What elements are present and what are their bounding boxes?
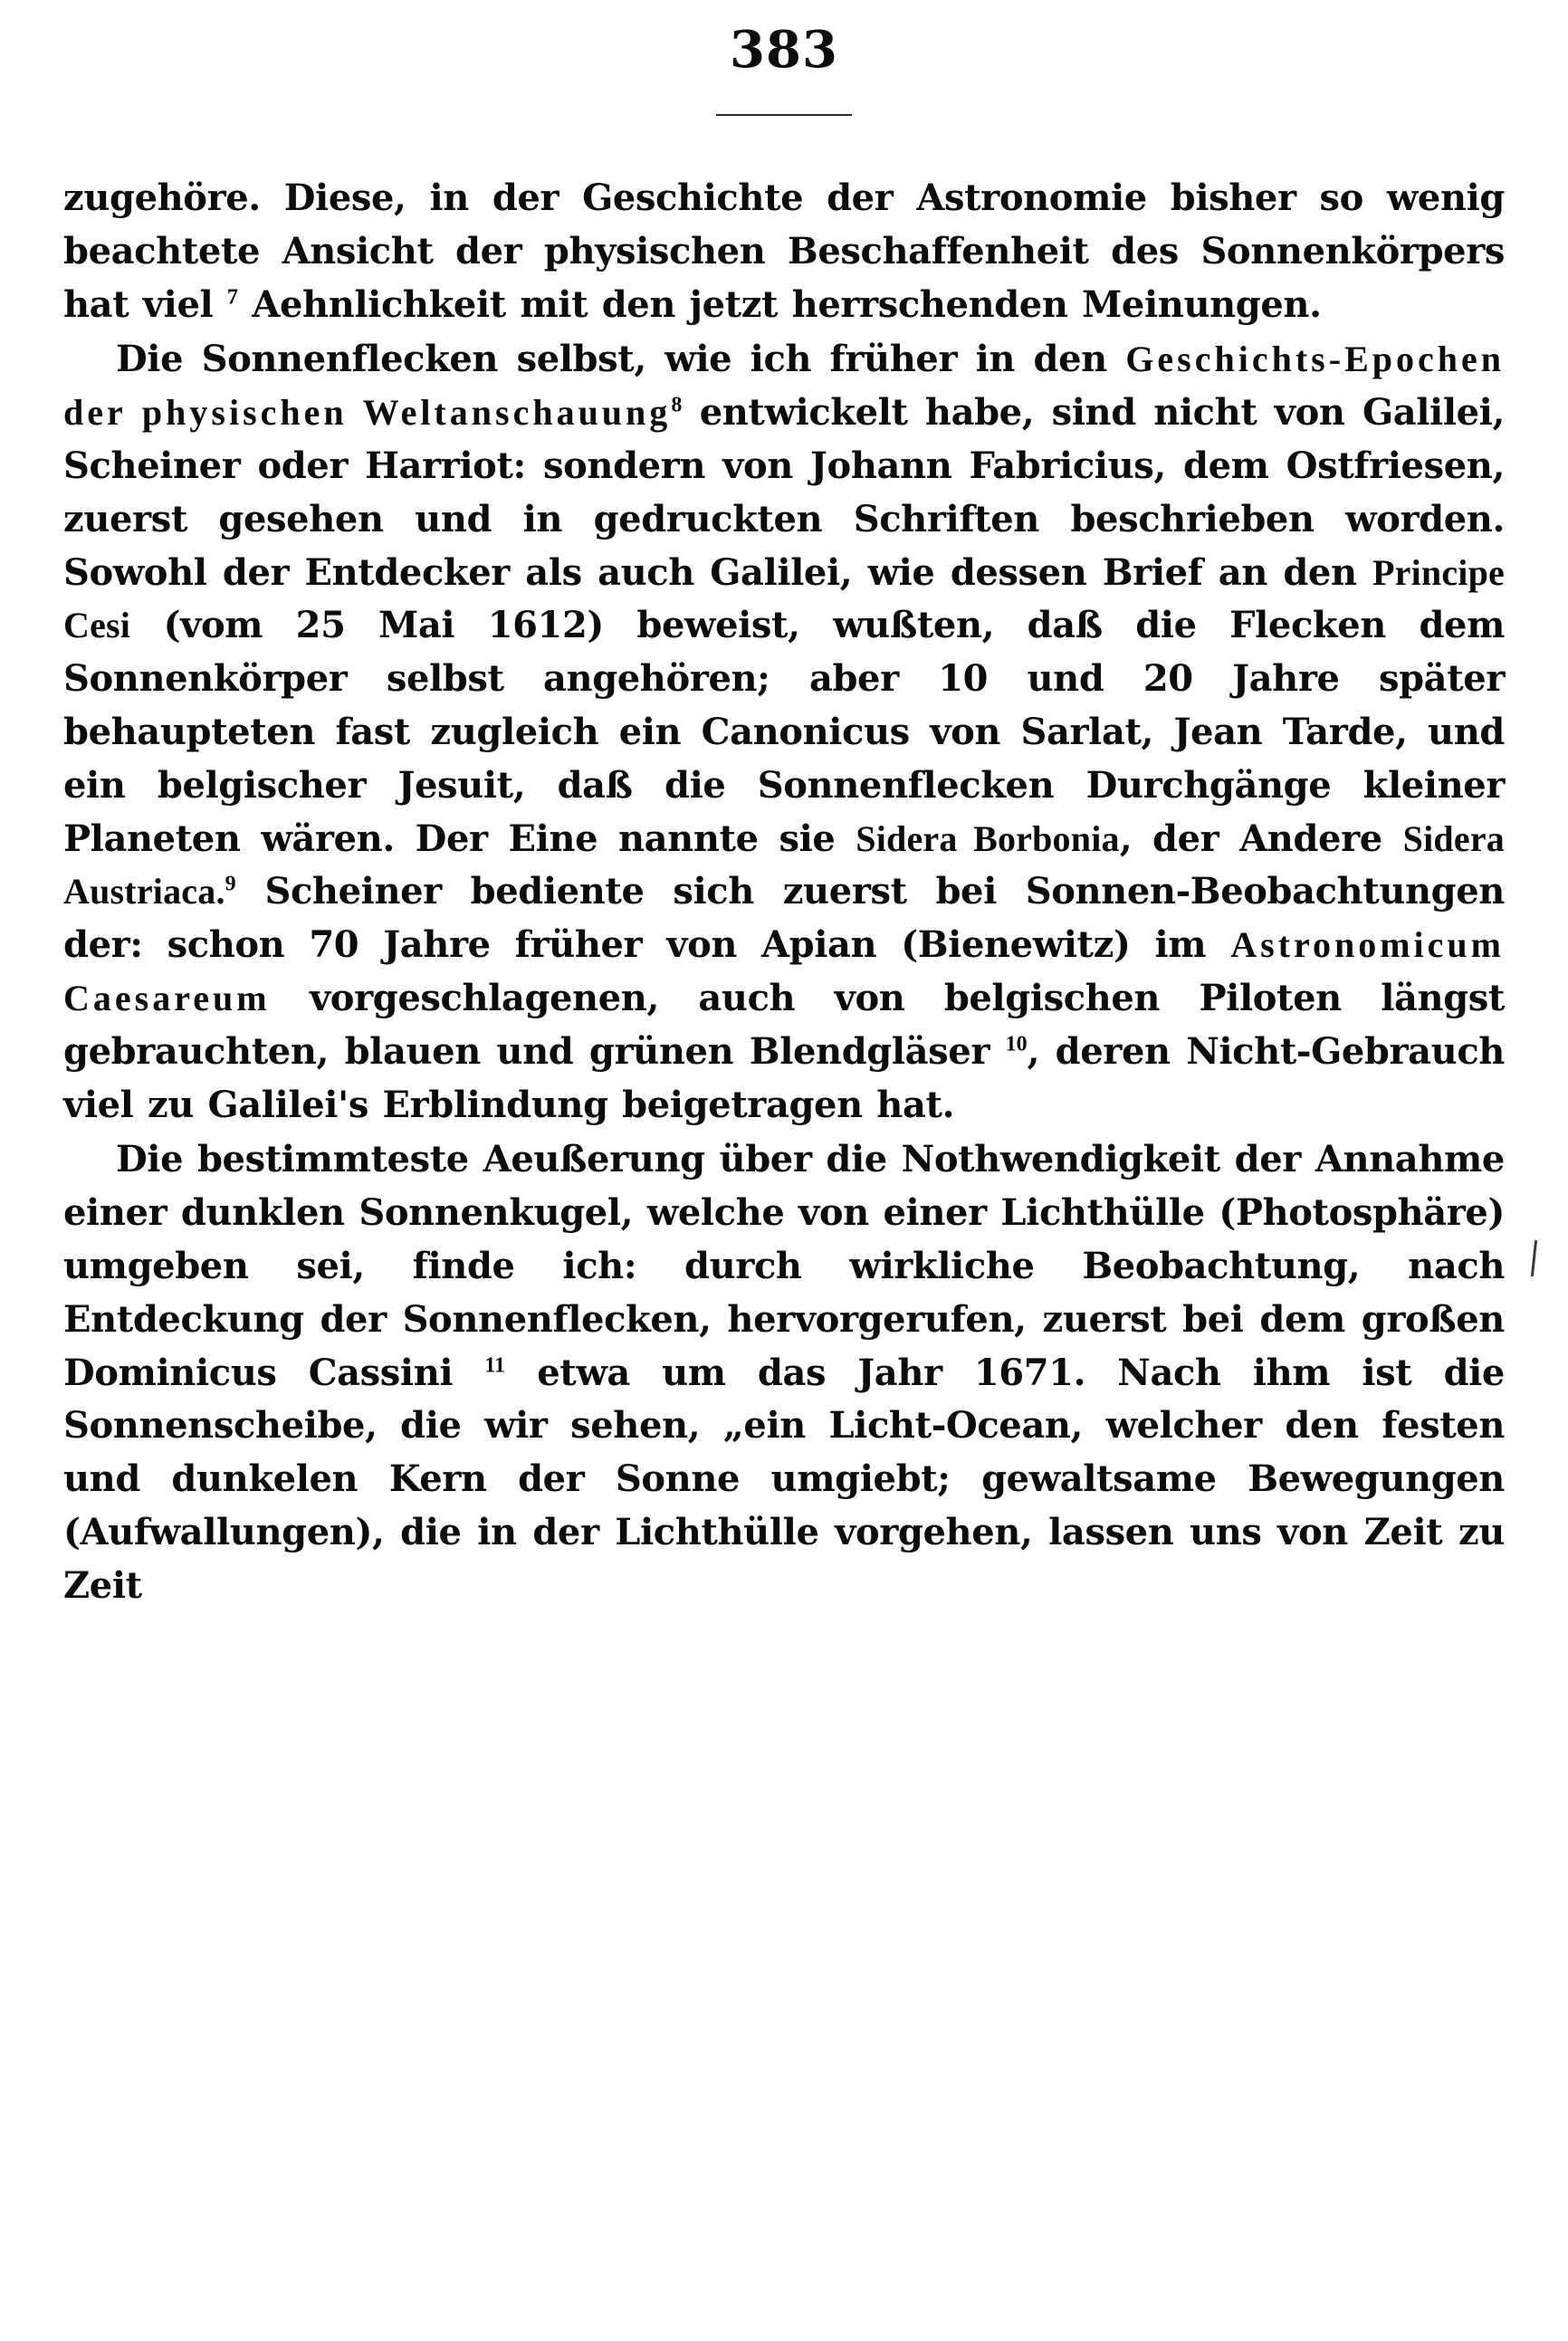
text-run: Principe Cesi (63, 551, 1505, 646)
page-number: 383 (730, 20, 838, 80)
paragraph-3 (63, 1133, 1505, 1612)
text-run: Aehnlichkeit mit den jetzt herrschenden Meinungen. (237, 282, 1322, 326)
text-run: 11 (484, 1353, 506, 1378)
text-run: , der Andere (1119, 817, 1403, 860)
text-run: Geschichts-Epochen der physischen Weltanschauung (63, 339, 1505, 434)
page-body (63, 172, 1505, 1613)
text-run: etwa um das Jahr 1671. Nach ihm ist die Sonnenscheibe, die wir sehen, „ein Licht-Ocean, welcher den festen und dunkelen Kern der Sonne umgiebt; gewaltsame Bewegungen (Aufwallungen), die in der Lichthülle vorgehen, lassen uns von Zeit zu Zeit (63, 1351, 1505, 1607)
text-run: entwickelt habe, sind nicht von Galilei, Scheiner oder Harriot: sondern von Johann Fabricius, dem Ostfriesen, zuerst gesehen und in gedruckten Schriften beschrieben worden. Sowohl der Entdecker als auch Galilei, wie dessen Brief an den (63, 391, 1506, 594)
text-run: 8 (671, 393, 683, 417)
text-run: Die bestimmteste Aeußerung über die Nothwendigkeit der Annahme einer dunklen Sonnenkugel, welche von einer Lichthülle (Photosphäre) umgeben sei, finde ich: durch wirkliche Beobachtung, nach Entdeckung der Sonnenflecken, hervorgerufen, zuerst bei dem großen Dominicus Cassini (63, 1138, 1505, 1394)
text-run: (vom 25 Mai 1612) beweist, wußten, daß die Flecken dem Sonnenkörper selbst angehören; aber 10 und 20 Jahre später behaupteten fast zugleich ein Canonicus von Sarlat, Jean Tarde, und ein belgischer Jesuit, daß die Sonnenflecken Durchgänge kleiner Planeten wären. Der Eine nannte sie (63, 604, 1505, 860)
text-run: zugehöre. Diese, in der Geschichte der Astronomie bisher so wenig beachtete Ansicht der physischen Beschaffenheit des Sonnenkörpers hat viel (63, 177, 1505, 326)
text-run: vorgeschlagenen, auch von belgischen Piloten längst gebrauchten, blauen und grünen Blendgläser (63, 976, 1505, 1073)
text-run: 9 (225, 873, 236, 897)
document-page (0, 20, 1568, 2341)
text-run: 7 (226, 285, 238, 310)
header-rule (716, 114, 852, 116)
paragraph-2 (63, 333, 1505, 1132)
text-run: Astronomicum Caesareum (63, 924, 1505, 1018)
text-run: Scheiner bediente sich zuerst bei Sonnen-Beobachtungen der: schon 70 Jahre früher von Apian (Bienewitz) im (63, 870, 1505, 967)
paragraph-1 (63, 172, 1505, 331)
text-run: Sidera Borbonia (856, 817, 1120, 859)
text-run: Sidera Austriaca. (63, 817, 1505, 913)
text-run: 10 (1005, 1032, 1028, 1056)
margin-tick-icon (1531, 1240, 1537, 1276)
text-run: , deren Nicht-Gebrauch viel zu Galilei's Erblindung beigetragen hat. (63, 1029, 1505, 1126)
text-run: Die Sonnenflecken selbst, wie ich früher in den (116, 338, 1126, 381)
